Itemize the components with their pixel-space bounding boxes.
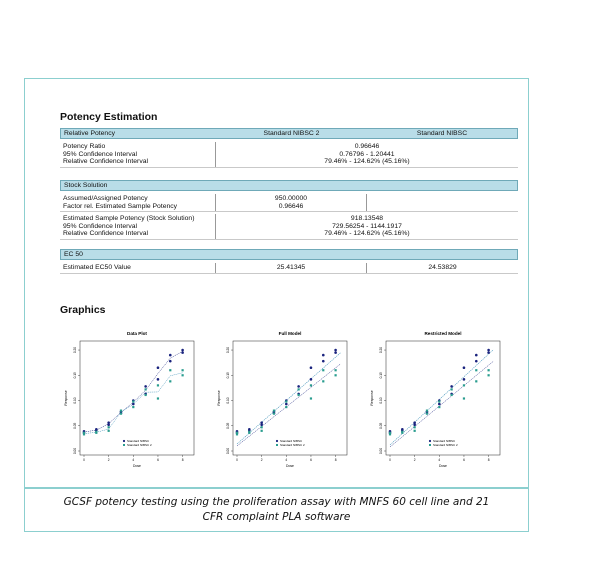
y-tick-label: 0.05 xyxy=(73,422,77,429)
x-axis-label: Dose xyxy=(133,464,141,468)
legend-marker-standard-nibsc xyxy=(123,440,125,442)
data-point-standard-nibsc-2 xyxy=(488,374,490,376)
data-point-standard-nibsc-2 xyxy=(335,374,337,376)
x-tick-label: 6 xyxy=(157,458,159,462)
header-standard-nibsc-2: Standard NIBSC 2 xyxy=(263,130,320,137)
row-labels xyxy=(60,142,215,167)
data-point-standard-nibsc xyxy=(322,360,325,363)
data-point-standard-nibsc xyxy=(438,403,441,406)
data-point-standard-nibsc-2 xyxy=(132,406,134,408)
data-point-standard-nibsc-2 xyxy=(426,413,428,415)
data-point-standard-nibsc-2 xyxy=(310,397,312,399)
ec50-value-nibsc: 24.53829 xyxy=(366,263,518,273)
x-axis-label: Dose xyxy=(286,464,294,468)
data-point-standard-nibsc xyxy=(157,378,160,381)
data-point-standard-nibsc-2 xyxy=(298,394,300,396)
relative-potency-table xyxy=(60,128,518,168)
y-tick-label: 0.10 xyxy=(73,397,77,404)
stock-solution-header xyxy=(60,180,518,191)
x-tick-label: 0 xyxy=(83,458,85,462)
table-row xyxy=(60,263,518,274)
data-point-standard-nibsc-2 xyxy=(169,380,171,382)
data-point-standard-nibsc-2 xyxy=(322,369,324,371)
stock-solution-table xyxy=(60,180,518,240)
plot-frame xyxy=(80,341,194,455)
data-point-standard-nibsc xyxy=(169,360,172,363)
data-point-standard-nibsc xyxy=(181,349,184,352)
figure-caption: GCSF potency testing using the proliferation assay with MNFS 60 cell line and 21 CFR complaint PLA software xyxy=(24,488,529,532)
ec50-label: Estimated EC50 Value xyxy=(63,264,131,271)
empty-cell xyxy=(366,194,518,211)
legend-label-standard-nibsc: Standard NIBSC xyxy=(433,439,456,444)
data-point-standard-nibsc xyxy=(322,354,325,357)
data-point-standard-nibsc-2 xyxy=(236,432,238,434)
y-tick-label: 0.20 xyxy=(379,346,383,354)
legend-marker-standard-nibsc xyxy=(276,440,278,442)
legend-marker-standard-nibsc-2 xyxy=(123,444,125,446)
data-point-standard-nibsc xyxy=(310,366,313,369)
data-point-standard-nibsc xyxy=(475,360,478,363)
data-point-standard-nibsc-2 xyxy=(108,430,110,432)
data-point-standard-nibsc-2 xyxy=(438,400,440,402)
sample-ci-value: 729.56254 - 1144.1917 xyxy=(332,222,402,230)
data-point-standard-nibsc-2 xyxy=(414,426,416,428)
data-point-standard-nibsc-2 xyxy=(414,430,416,432)
data-point-standard-nibsc xyxy=(285,403,288,406)
fit-line xyxy=(237,364,341,446)
y-tick-label: 0.20 xyxy=(226,346,230,354)
y-axis-label: Response xyxy=(217,390,221,406)
data-point-standard-nibsc xyxy=(487,349,490,352)
fit-line xyxy=(84,351,183,432)
data-point-standard-nibsc-2 xyxy=(475,380,477,382)
data-point-standard-nibsc-2 xyxy=(389,432,391,434)
ec50-header xyxy=(60,249,518,260)
table-row xyxy=(60,142,518,168)
plot-frame xyxy=(386,341,500,455)
ec50-table xyxy=(60,249,518,274)
data-point-standard-nibsc xyxy=(413,421,416,424)
x-tick-label: 8 xyxy=(181,458,184,462)
y-tick-label: 0.00 xyxy=(226,447,230,455)
full-model-plot-svg xyxy=(213,327,353,475)
y-axis-label: Response xyxy=(64,390,68,406)
x-tick-label: 6 xyxy=(310,458,312,462)
y-axis-label: Response xyxy=(370,390,374,406)
data-point-standard-nibsc-2 xyxy=(132,400,134,402)
data-point-standard-nibsc-2 xyxy=(95,431,97,433)
data-point-standard-nibsc-2 xyxy=(145,394,147,396)
data-point-standard-nibsc xyxy=(260,421,263,424)
x-tick-label: 4 xyxy=(438,458,441,462)
graphics-title: Graphics xyxy=(60,304,106,316)
header-relative-potency: Relative Potency xyxy=(64,130,116,137)
data-point-standard-nibsc xyxy=(95,428,98,431)
x-tick-label: 2 xyxy=(260,458,263,462)
data-point-standard-nibsc-2 xyxy=(182,374,184,376)
factor-value: 0.96646 xyxy=(278,202,304,210)
data-point-standard-nibsc xyxy=(487,351,490,354)
legend-label-standard-nibsc: Standard NIBSC xyxy=(280,439,303,444)
y-tick-label: 0.00 xyxy=(73,447,77,455)
potency-estimation-title: Potency Estimation xyxy=(60,111,158,123)
data-point-standard-nibsc-2 xyxy=(182,369,184,371)
data-point-standard-nibsc-2 xyxy=(298,388,300,390)
relative-potency-header xyxy=(60,128,518,139)
row-labels xyxy=(60,214,215,239)
data-point-standard-nibsc xyxy=(334,349,337,352)
data-point-standard-nibsc-2 xyxy=(248,431,250,433)
data-point-standard-nibsc xyxy=(169,354,172,357)
row-values xyxy=(215,194,366,211)
data-point-standard-nibsc-2 xyxy=(451,394,453,396)
sample-rci-value: 79.46% - 124.62% (45.16%) xyxy=(324,230,410,238)
data-point-standard-nibsc xyxy=(297,385,300,388)
legend-marker-standard-nibsc-2 xyxy=(276,444,278,446)
data-point-standard-nibsc-2 xyxy=(335,369,337,371)
confidence-interval-label: 95% Confidence Interval xyxy=(63,150,138,158)
y-tick-label: 0.20 xyxy=(73,346,77,354)
data-plot xyxy=(60,327,200,475)
table-row xyxy=(60,194,518,212)
plot-title: Full Model xyxy=(278,331,302,336)
data-point-standard-nibsc-2 xyxy=(83,432,85,434)
data-point-standard-nibsc-2 xyxy=(438,406,440,408)
confidence-interval-value: 0.76796 - 1.20441 xyxy=(339,150,395,158)
fit-line xyxy=(237,353,341,444)
x-tick-label: 6 xyxy=(463,458,465,462)
x-tick-label: 4 xyxy=(285,458,288,462)
data-point-standard-nibsc xyxy=(334,351,337,354)
y-tick-label: 0.10 xyxy=(379,397,383,404)
header-ec50: EC 50 xyxy=(64,251,83,258)
data-point-standard-nibsc-2 xyxy=(120,413,122,415)
data-point-standard-nibsc-2 xyxy=(310,384,312,386)
data-point-standard-nibsc-2 xyxy=(157,397,159,399)
header-stock-solution: Stock Solution xyxy=(64,182,108,189)
sample-ci-label: 95% Confidence Interval xyxy=(63,222,138,230)
legend-label-standard-nibsc-2: Standard NIBSC 2 xyxy=(127,443,152,448)
relative-confidence-label: Relative Confidence Interval xyxy=(63,158,149,166)
data-point-standard-nibsc xyxy=(157,366,160,369)
y-tick-label: 0.00 xyxy=(379,447,383,455)
x-tick-label: 0 xyxy=(389,458,391,462)
data-point-standard-nibsc-2 xyxy=(401,431,403,433)
data-point-standard-nibsc-2 xyxy=(145,388,147,390)
assumed-potency-value: 950.00000 xyxy=(274,195,308,202)
data-point-standard-nibsc-2 xyxy=(426,410,428,412)
x-tick-label: 2 xyxy=(107,458,110,462)
plot-frame xyxy=(233,341,347,455)
estimated-sample-potency-label: Estimated Sample Potency (Stock Solution) xyxy=(63,215,195,223)
estimated-sample-potency-value: 918.13548 xyxy=(350,215,384,223)
ec50-value-nibsc-2: 25.41345 xyxy=(215,263,366,273)
data-point-standard-nibsc-2 xyxy=(261,426,263,428)
data-point-standard-nibsc xyxy=(463,366,466,369)
data-point-standard-nibsc-2 xyxy=(463,397,465,399)
y-tick-label: 0.15 xyxy=(379,372,383,379)
legend-marker-standard-nibsc-2 xyxy=(429,444,431,446)
plot-title: Restricted Model xyxy=(424,331,462,336)
data-point-standard-nibsc xyxy=(401,428,404,431)
data-point-standard-nibsc-2 xyxy=(285,400,287,402)
data-point-standard-nibsc-2 xyxy=(488,369,490,371)
potency-ratio-value: 0.96646 xyxy=(354,143,380,150)
data-point-standard-nibsc xyxy=(107,421,110,424)
data-point-standard-nibsc xyxy=(450,385,453,388)
data-point-standard-nibsc xyxy=(463,378,466,381)
x-axis-label: Dose xyxy=(439,464,447,468)
row-values xyxy=(215,214,518,239)
row-values xyxy=(215,142,518,167)
legend-marker-standard-nibsc xyxy=(429,440,431,442)
assumed-potency-label: Assumed/Assigned Potency xyxy=(63,195,148,202)
data-point-standard-nibsc-2 xyxy=(273,413,275,415)
data-point-standard-nibsc-2 xyxy=(463,384,465,386)
data-point-standard-nibsc-2 xyxy=(322,380,324,382)
data-point-standard-nibsc-2 xyxy=(285,406,287,408)
fit-line xyxy=(390,361,494,447)
data-point-standard-nibsc xyxy=(132,403,135,406)
data-point-standard-nibsc xyxy=(475,354,478,357)
data-point-standard-nibsc-2 xyxy=(169,369,171,371)
restricted-model-plot-svg xyxy=(366,327,506,475)
y-tick-label: 0.10 xyxy=(226,397,230,404)
legend-label-standard-nibsc-2: Standard NIBSC 2 xyxy=(433,443,458,448)
data-point-standard-nibsc xyxy=(144,385,147,388)
data-point-standard-nibsc-2 xyxy=(273,410,275,412)
table-row xyxy=(60,214,518,240)
x-tick-label: 8 xyxy=(487,458,490,462)
x-tick-label: 4 xyxy=(132,458,135,462)
full-model-plot xyxy=(213,327,353,475)
sample-rci-label: Relative Confidence Interval xyxy=(63,230,149,238)
row-labels xyxy=(60,194,215,211)
data-point-standard-nibsc-2 xyxy=(157,384,159,386)
header-standard-nibsc: Standard NIBSC xyxy=(416,130,468,137)
x-tick-label: 2 xyxy=(413,458,416,462)
data-point-standard-nibsc xyxy=(310,378,313,381)
relative-confidence-value: 79.46% - 124.62% (45.16%) xyxy=(324,158,410,166)
x-tick-label: 0 xyxy=(236,458,238,462)
legend-label-standard-nibsc: Standard NIBSC xyxy=(127,439,150,444)
data-plot-svg xyxy=(60,327,200,475)
data-point-standard-nibsc-2 xyxy=(475,369,477,371)
x-tick-label: 8 xyxy=(334,458,337,462)
y-tick-label: 0.15 xyxy=(226,372,230,379)
factor-label: Factor rel. Estimated Sample Potency xyxy=(63,202,178,210)
y-tick-label: 0.05 xyxy=(226,422,230,429)
data-point-standard-nibsc-2 xyxy=(451,388,453,390)
potency-ratio-label: Potency Ratio xyxy=(63,143,106,150)
plot-title: Data Plot xyxy=(127,331,147,336)
data-point-standard-nibsc-2 xyxy=(108,426,110,428)
y-tick-label: 0.15 xyxy=(73,372,77,379)
data-point-standard-nibsc-2 xyxy=(120,410,122,412)
data-point-standard-nibsc xyxy=(248,428,251,431)
y-tick-label: 0.05 xyxy=(379,422,383,429)
data-point-standard-nibsc-2 xyxy=(261,430,263,432)
legend-label-standard-nibsc-2: Standard NIBSC 2 xyxy=(280,443,305,448)
data-point-standard-nibsc xyxy=(181,351,184,354)
restricted-model-plot xyxy=(366,327,506,475)
